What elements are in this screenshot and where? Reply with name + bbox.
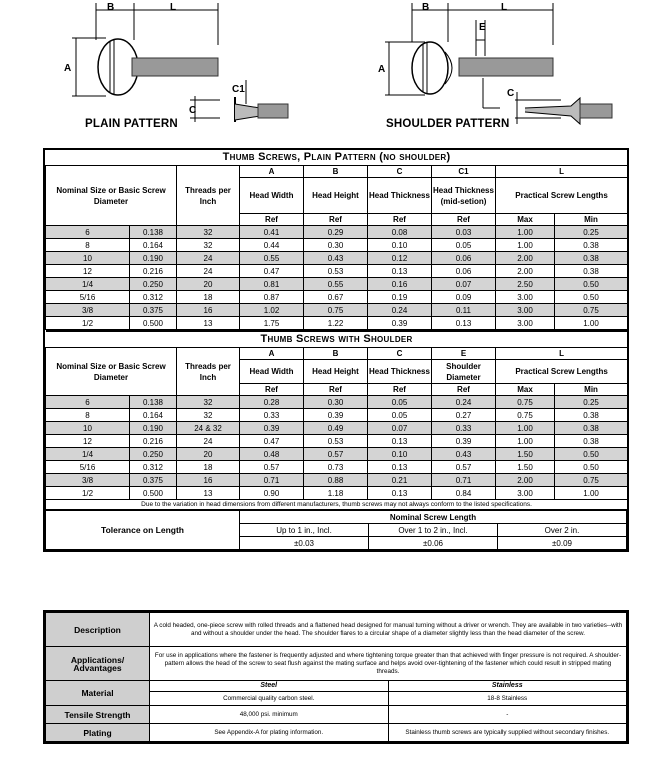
letter-c1: C1 [432, 166, 496, 178]
table-cell: 0.375 [130, 304, 177, 317]
table-row [46, 239, 628, 252]
table-row [46, 448, 628, 461]
table-cell: 0.81 [240, 278, 304, 291]
table-cell: 0.250 [130, 448, 177, 461]
table-cell: 3/8 [46, 304, 130, 317]
table-cell: 0.48 [240, 448, 304, 461]
sub-min: Min [555, 214, 628, 226]
table-cell: 0.53 [304, 435, 368, 448]
table-cell: 0.10 [368, 239, 432, 252]
table-cell: 0.16 [368, 278, 432, 291]
col-nominal: Nominal Size or Basic Screw Diameter [46, 166, 177, 226]
table-cell: 0.71 [240, 474, 304, 487]
table-cell: 0.164 [130, 409, 177, 422]
table-cell: 0.29 [304, 226, 368, 239]
table-cell: 16 [177, 304, 240, 317]
table-cell: 3.00 [496, 291, 555, 304]
table-cell: 0.75 [555, 474, 628, 487]
table-cell: 1.00 [496, 226, 555, 239]
table-row [46, 291, 628, 304]
table-cell: 0.33 [240, 409, 304, 422]
tol-col-2: Over 2 in. [498, 524, 627, 537]
sub-ref: Ref [304, 384, 368, 396]
dim-a-label: A [64, 63, 72, 74]
shoulder-table-title: Thumb Screws with Shoulder [46, 331, 628, 348]
col-threads: Threads per Inch [177, 166, 240, 226]
table-cell: 1.00 [496, 435, 555, 448]
table-cell: 16 [177, 474, 240, 487]
table-cell: 0.47 [240, 435, 304, 448]
table-cell: 0.03 [432, 226, 496, 239]
tol-val-1: ±0.06 [369, 537, 498, 550]
table-cell: 0.75 [496, 409, 555, 422]
stainless-header: Stainless [388, 681, 627, 692]
table-cell: 13 [177, 317, 240, 330]
tol-val-2: ±0.09 [498, 537, 627, 550]
table-cell: 0.39 [304, 409, 368, 422]
tensile-label: Tensile Strength [46, 706, 150, 724]
table-cell: 0.49 [304, 422, 368, 435]
shoulder-pattern-table [45, 330, 628, 510]
table-cell: 0.38 [555, 252, 628, 265]
table-cell: 0.75 [555, 304, 628, 317]
applications-label: Applications/ Advantages [46, 647, 150, 681]
table-cell: 18 [177, 291, 240, 304]
plating-steel: See Appendix-A for plating information. [150, 724, 389, 742]
table-cell: 0.21 [368, 474, 432, 487]
letter-b: B [304, 166, 368, 178]
table-cell: 2.50 [496, 278, 555, 291]
table-cell: 0.57 [304, 448, 368, 461]
table-cell: 8 [46, 239, 130, 252]
letter-l: L [496, 166, 628, 178]
material-label: Material [46, 681, 150, 706]
letter-b: B [304, 348, 368, 360]
table-cell: 0.50 [555, 448, 628, 461]
table-cell: 1.75 [240, 317, 304, 330]
sub-ref: Ref [368, 214, 432, 226]
table-cell: 1/4 [46, 278, 130, 291]
sub-max: Max [496, 384, 555, 396]
plating-stainless: Stainless thumb screws are typically supplied without secondary finishes. [388, 724, 627, 742]
table-cell: 0.47 [240, 265, 304, 278]
table-cell: 0.24 [432, 396, 496, 409]
applications-text: For use in applications where the fastener is frequently adjusted and where tightening torque greater than that achieved with finger pressure is not required. A shoulder-pattern allows the head of the screw to seat flush against the mating surface and helps avoid over-tightening of the fastener which could result in stripped mating threads. [150, 647, 627, 681]
table-cell: 3/8 [46, 474, 130, 487]
table-cell: 20 [177, 448, 240, 461]
letter-l: L [496, 348, 628, 360]
table-cell: 0.75 [496, 396, 555, 409]
table-cell: 1.22 [304, 317, 368, 330]
table-cell: 0.312 [130, 291, 177, 304]
table-row [46, 461, 628, 474]
col-head-thickness-mid: Head Thickness (mid-setion) [432, 178, 496, 214]
table-cell: 2.00 [496, 474, 555, 487]
variation-note: Due to the variation in head dimensions from different manufacturers, thumb screws may not always conform to the listed specifications. [46, 500, 628, 510]
table-cell: 0.71 [432, 474, 496, 487]
table-cell: 8 [46, 409, 130, 422]
table-cell: 24 [177, 435, 240, 448]
tol-col-1: Over 1 to 2 in., Incl. [369, 524, 498, 537]
table-cell: 0.500 [130, 317, 177, 330]
table-cell: 0.190 [130, 422, 177, 435]
table-cell: 32 [177, 396, 240, 409]
table-cell: 3.00 [496, 317, 555, 330]
table-row [46, 252, 628, 265]
table-cell: 0.13 [368, 487, 432, 500]
table-cell: 0.11 [432, 304, 496, 317]
table-cell: 0.05 [368, 396, 432, 409]
table-cell: 5/16 [46, 461, 130, 474]
table-cell: 1.00 [496, 239, 555, 252]
shoulder-pattern-caption: SHOULDER PATTERN [386, 118, 510, 130]
table-row [46, 474, 628, 487]
table-cell: 1/4 [46, 448, 130, 461]
tolerance-label: Tolerance on Length [46, 511, 240, 550]
table-cell: 10 [46, 252, 130, 265]
table-cell: 0.41 [240, 226, 304, 239]
table-cell: 2.00 [496, 252, 555, 265]
col-shoulder-diameter: Shoulder Diameter [432, 360, 496, 384]
table-cell: 0.07 [432, 278, 496, 291]
table-row [46, 409, 628, 422]
table-cell: 0.138 [130, 396, 177, 409]
tolerance-table [45, 510, 627, 550]
table-cell: 0.53 [304, 265, 368, 278]
table-cell: 1/2 [46, 317, 130, 330]
table-cell: 6 [46, 396, 130, 409]
table-cell: 2.00 [496, 265, 555, 278]
dim-e-label: E [479, 22, 486, 33]
table-cell: 1/2 [46, 487, 130, 500]
col-threads: Threads per Inch [177, 348, 240, 396]
table-cell: 0.38 [555, 265, 628, 278]
steel-header: Steel [150, 681, 389, 692]
table-cell: 0.06 [432, 252, 496, 265]
col-head-width: Head Width [240, 360, 304, 384]
col-screw-lengths: Practical Screw Lengths [496, 360, 628, 384]
col-nominal: Nominal Size or Basic Screw Diameter [46, 348, 177, 396]
sub-ref: Ref [304, 214, 368, 226]
table-cell: 32 [177, 409, 240, 422]
table-cell: 0.164 [130, 239, 177, 252]
tensile-steel: 48,000 psi. minimum [150, 706, 389, 724]
col-screw-lengths: Practical Screw Lengths [496, 178, 628, 214]
table-cell: 0.50 [555, 278, 628, 291]
table-cell: 0.09 [432, 291, 496, 304]
table-cell: 24 [177, 252, 240, 265]
table-row [46, 487, 628, 500]
table-cell: 1.00 [555, 487, 628, 500]
table-cell: 13 [177, 487, 240, 500]
table-cell: 0.216 [130, 435, 177, 448]
table-cell: 1.02 [240, 304, 304, 317]
table-cell: 0.13 [368, 461, 432, 474]
letter-c: C [368, 348, 432, 360]
table-row [46, 422, 628, 435]
table-cell: 0.13 [368, 435, 432, 448]
sub-ref: Ref [368, 384, 432, 396]
sub-max: Max [496, 214, 555, 226]
dim-c1-label: C1 [232, 84, 245, 95]
table-cell: 0.57 [240, 461, 304, 474]
table-cell: 0.30 [304, 396, 368, 409]
table-cell: 0.190 [130, 252, 177, 265]
letter-e: E [432, 348, 496, 360]
table-cell: 0.43 [304, 252, 368, 265]
sub-ref: Ref [240, 214, 304, 226]
screw-spec-tables [43, 148, 629, 552]
table-cell: 10 [46, 422, 130, 435]
specs-table [43, 610, 629, 744]
table-cell: 0.05 [432, 239, 496, 252]
table-row [46, 435, 628, 448]
table-cell: 0.90 [240, 487, 304, 500]
table-cell: 1.50 [496, 448, 555, 461]
material-steel: Commercial quality carbon steel. [150, 692, 389, 706]
table-cell: 0.39 [368, 317, 432, 330]
dim-l-label: L [501, 2, 508, 13]
table-cell: 0.38 [555, 239, 628, 252]
table-cell: 0.38 [555, 435, 628, 448]
col-head-height: Head Height [304, 178, 368, 214]
table-cell: 0.27 [432, 409, 496, 422]
tensile-stainless: - [388, 706, 627, 724]
table-cell: 0.13 [368, 265, 432, 278]
table-cell: 0.19 [368, 291, 432, 304]
table-cell: 0.87 [240, 291, 304, 304]
description-label: Description [46, 613, 150, 647]
table-cell: 0.75 [304, 304, 368, 317]
tol-val-0: ±0.03 [240, 537, 369, 550]
dim-b-label: B [107, 2, 115, 13]
letter-c: C [368, 166, 432, 178]
table-row [46, 317, 628, 330]
table-cell: 0.13 [432, 317, 496, 330]
table-cell: 32 [177, 239, 240, 252]
col-head-height: Head Height [304, 360, 368, 384]
table-cell: 0.67 [304, 291, 368, 304]
sub-ref: Ref [432, 384, 496, 396]
table-cell: 0.38 [555, 422, 628, 435]
table-row [46, 226, 628, 239]
table-row [46, 304, 628, 317]
table-cell: 0.55 [240, 252, 304, 265]
dim-b-label: B [422, 2, 430, 13]
table-cell: 0.250 [130, 278, 177, 291]
table-row [46, 396, 628, 409]
table-cell: 0.73 [304, 461, 368, 474]
table-cell: 5/16 [46, 291, 130, 304]
tol-col-0: Up to 1 in., Incl. [240, 524, 369, 537]
col-head-thickness: Head Thickness [368, 360, 432, 384]
table-cell: 12 [46, 265, 130, 278]
table-cell: 0.30 [304, 239, 368, 252]
table-cell: 0.375 [130, 474, 177, 487]
table-cell: 0.06 [432, 265, 496, 278]
dim-c-label: C [507, 88, 515, 99]
table-cell: 20 [177, 278, 240, 291]
table-cell: 0.38 [555, 409, 628, 422]
table-cell: 1.00 [555, 317, 628, 330]
dim-l-label: L [170, 2, 177, 13]
table-cell: 0.43 [432, 448, 496, 461]
table-cell: 0.39 [240, 422, 304, 435]
table-cell: 0.07 [368, 422, 432, 435]
table-cell: 0.500 [130, 487, 177, 500]
table-cell: 0.28 [240, 396, 304, 409]
nominal-length-header: Nominal Screw Length [240, 511, 627, 524]
table-cell: 18 [177, 461, 240, 474]
col-head-thickness: Head Thickness [368, 178, 432, 214]
table-cell: 0.25 [555, 396, 628, 409]
table-cell: 0.33 [432, 422, 496, 435]
table-cell: 6 [46, 226, 130, 239]
table-cell: 0.55 [304, 278, 368, 291]
dim-c-label: C [189, 105, 197, 116]
table-cell: 0.39 [432, 435, 496, 448]
col-head-width: Head Width [240, 178, 304, 214]
table-cell: 0.88 [304, 474, 368, 487]
material-stainless: 18-8 Stainless [388, 692, 627, 706]
table-cell: 0.216 [130, 265, 177, 278]
table-row [46, 278, 628, 291]
sub-ref: Ref [432, 214, 496, 226]
plain-pattern-table [45, 150, 628, 330]
table-cell: 1.50 [496, 461, 555, 474]
table-cell: 0.57 [432, 461, 496, 474]
table-cell: 0.138 [130, 226, 177, 239]
table-cell: 24 [177, 265, 240, 278]
table-cell: 1.18 [304, 487, 368, 500]
plain-pattern-caption: PLAIN PATTERN [85, 118, 178, 130]
description-text: A cold headed, one-piece screw with rolled threads and a flattened head designed for manual turning without a driver or wrench. They are available in two varieties--with and without a shoulder under the head. The shoulder flares to a circular shape of a diameter slightly less than the head diameter of the screw. [150, 613, 627, 647]
table-cell: 0.24 [368, 304, 432, 317]
dim-a-label: A [378, 64, 386, 75]
table-cell: 0.08 [368, 226, 432, 239]
plain-table-title: Thumb Screws, Plain Pattern (no shoulder) [46, 150, 628, 166]
table-cell: 0.312 [130, 461, 177, 474]
table-cell: 3.00 [496, 487, 555, 500]
table-cell: 0.50 [555, 461, 628, 474]
table-cell: 0.84 [432, 487, 496, 500]
sub-ref: Ref [240, 384, 304, 396]
sub-min: Min [555, 384, 628, 396]
table-cell: 0.44 [240, 239, 304, 252]
table-cell: 24 & 32 [177, 422, 240, 435]
table-cell: 1.00 [496, 422, 555, 435]
table-cell: 12 [46, 435, 130, 448]
letter-a: A [240, 166, 304, 178]
table-cell: 3.00 [496, 304, 555, 317]
table-cell: 0.50 [555, 291, 628, 304]
table-cell: 32 [177, 226, 240, 239]
table-cell: 0.12 [368, 252, 432, 265]
table-cell: 0.05 [368, 409, 432, 422]
table-cell: 0.10 [368, 448, 432, 461]
letter-a: A [240, 348, 304, 360]
table-row [46, 265, 628, 278]
plating-label: Plating [46, 724, 150, 742]
table-cell: 0.25 [555, 226, 628, 239]
